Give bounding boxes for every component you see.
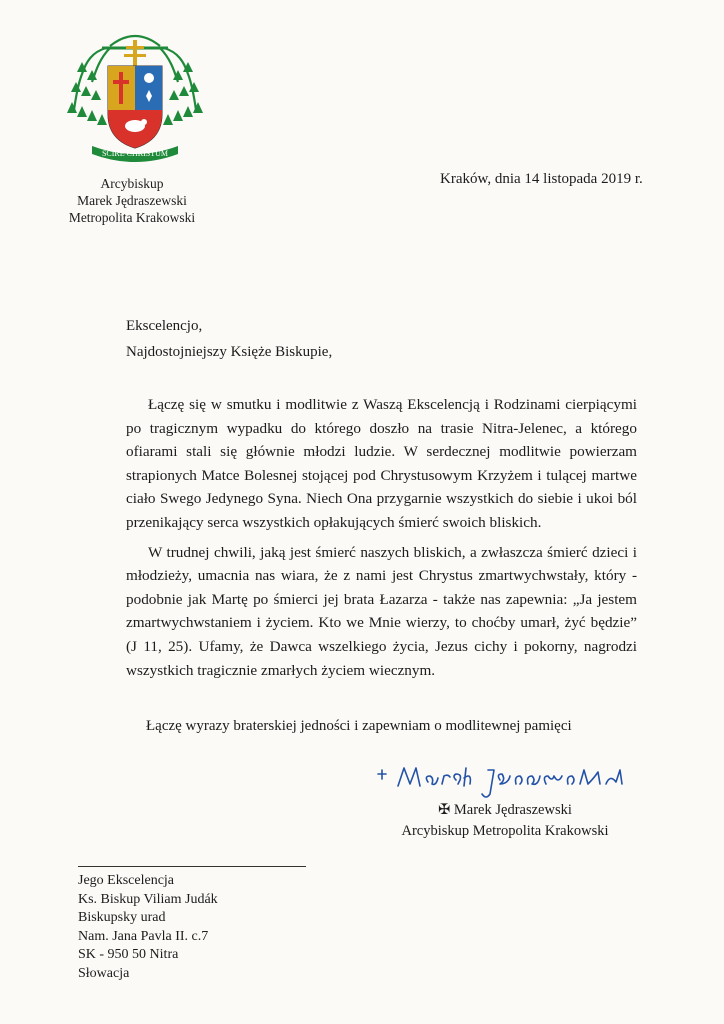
salutation-line: Najdostojniejszy Księże Biskupie, bbox=[126, 344, 333, 360]
address-line: Ks. Biskup Viliam Judák bbox=[78, 891, 218, 907]
signature-block bbox=[380, 800, 630, 842]
salutation-line: Ekscelencjo, bbox=[126, 318, 203, 334]
signature-name: ✠ Marek Jędraszewski bbox=[438, 802, 572, 818]
coat-of-arms bbox=[62, 18, 208, 168]
coat-motto: SCIRE CHRISTUM bbox=[101, 149, 169, 158]
recipient-address bbox=[78, 872, 218, 984]
address-line: Jego Ekscelencja bbox=[78, 873, 175, 888]
body-paragraph: Łączę się w smutku i modlitwie z Waszą Ekscelencją i Rodzinami cierpiącymi po tragicznym wypadku do którego doszło na trasie Nitra-Jelenec, a którego ofiarami stali się głównie młodzi ludzie. W serdecznej modlitwie powierzam strapionych Matce Bolesnej stojącej pod Chrystusowym Krzyżem i tulącej martwe ciało Swego Jedynego Syna. Niech Ona przygarnie wszystkich do siebie i ukoi ból przenikający serca wszystkich opłakujących śmierć swoich bliskich. bbox=[126, 396, 637, 531]
address-divider bbox=[78, 866, 306, 867]
sender-line: Metropolita Krakowski bbox=[68, 210, 196, 225]
sender-line: Marek Jędraszewski bbox=[77, 193, 187, 208]
address-line: Słowacja bbox=[78, 965, 130, 981]
handwritten-signature bbox=[370, 760, 655, 802]
sender-line: Arcybiskup bbox=[100, 176, 164, 191]
address-line: Nam. Jana Pavla II. c.7 bbox=[78, 928, 209, 944]
closing-line: Łączę wyrazy braterskiej jedności i zapewniam o modlitewnej pamięci bbox=[146, 718, 572, 734]
address-line: Biskupsky urad bbox=[78, 910, 166, 926]
sender-block bbox=[52, 175, 212, 226]
address-line: SK - 950 50 Nitra bbox=[78, 947, 179, 963]
body-paragraph: W trudnej chwili, jaką jest śmierć naszych bliskich, a zwłaszcza śmierć dzieci i młodzieży, umacnia nas wiara, że z nami jest Chrystus zmartwychwstały, który - podobnie jak Martę po śmierci jej brata Łazarza - także nas zapewnia: „Ja jestem zmartwychwstaniem i życiem. Kto we Mnie wierzy, to choćby umarł, żyć będzie” (J 11, 25). Ufamy, że Dawca wszelkiego życia, Jezus cichy i pokorny, nagrodzi wszystkich tragicznie zmarłych życiem wiecznym. bbox=[126, 543, 637, 679]
signature-title: Arcybiskup Metropolita Krakowski bbox=[401, 823, 609, 839]
letter-date: Kraków, dnia 14 listopada 2019 r. bbox=[440, 171, 643, 187]
letter-body bbox=[126, 393, 637, 682]
